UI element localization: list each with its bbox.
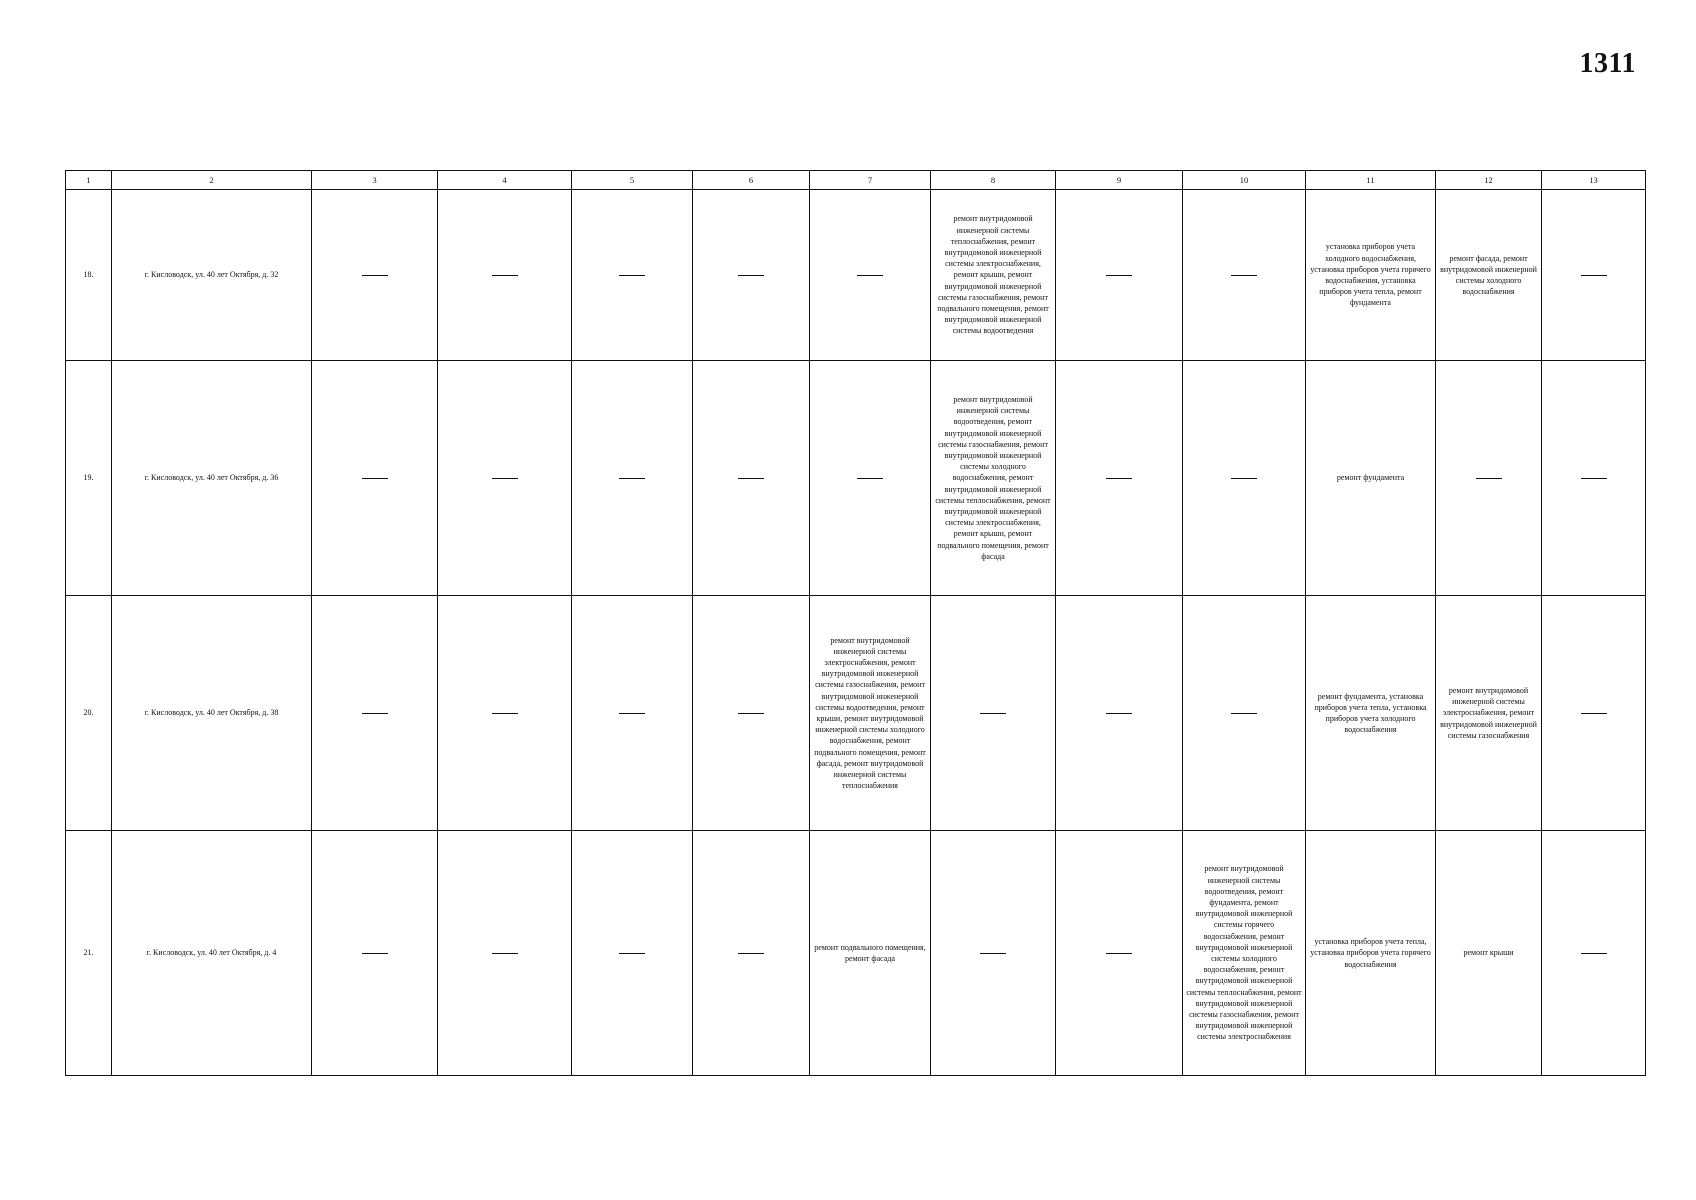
work-cell: установка приборов учета холодного водоснабжения, установка приборов учета горячего водоснабжения, установка приборов учета тепла, ремонт фундамента [1306,190,1436,361]
empty-dash [738,953,764,954]
empty-dash [492,275,518,276]
page-number: 1311 [1579,48,1636,79]
empty-dash [619,713,645,714]
empty-dash [1231,713,1257,714]
empty-dash [857,478,883,479]
column-header: 9 [1056,171,1183,190]
work-cell [1542,831,1646,1076]
repair-schedule-table [65,170,1646,1076]
empty-dash [857,275,883,276]
empty-dash [362,713,388,714]
empty-dash [1106,953,1132,954]
column-header: 3 [312,171,438,190]
column-header: 11 [1306,171,1436,190]
column-header: 12 [1436,171,1542,190]
empty-dash [738,275,764,276]
row-number: 20. [66,596,112,831]
empty-dash [362,478,388,479]
row-address: г. Кисловодск, ул. 40 лет Октября, д. 36 [112,361,312,596]
work-cell: ремонт внутридомовой инженерной системы водоотведения, ремонт внутридомовой инженерной системы газоснабжения, ремонт внутридомовой инженерной системы холодного водоснабжения, ремонт внутридомовой инженерной системы теплоснабжения, ремонт внутридомовой инженерной системы электроснабжения, ремонт крыши, ремонт подвального помещения, ремонт фасада [931,361,1056,596]
work-cell [312,831,438,1076]
empty-dash [492,478,518,479]
empty-dash [492,713,518,714]
work-cell [1436,361,1542,596]
row-number: 19. [66,361,112,596]
column-header: 4 [438,171,572,190]
work-cell: ремонт внутридомовой инженерной системы электроснабжения, ремонт внутридомовой инженерной системы газоснабжения [1436,596,1542,831]
work-cell: ремонт фундамента [1306,361,1436,596]
column-header: 1 [66,171,112,190]
table-row [66,190,1646,361]
empty-dash [1106,478,1132,479]
work-cell [572,831,693,1076]
work-cell [1056,190,1183,361]
work-cell: ремонт подвального помещения, ремонт фасада [810,831,931,1076]
empty-dash [619,953,645,954]
empty-dash [619,478,645,479]
work-cell [312,596,438,831]
column-header: 5 [572,171,693,190]
work-cell [1542,361,1646,596]
work-cell [693,361,810,596]
column-header: 8 [931,171,1056,190]
empty-dash [738,478,764,479]
work-cell [438,831,572,1076]
empty-dash [738,713,764,714]
empty-dash [1581,478,1607,479]
header-row [66,171,1646,190]
row-address: г. Кисловодск, ул. 40 лет Октября, д. 38 [112,596,312,831]
column-header: 6 [693,171,810,190]
work-cell [1056,596,1183,831]
work-cell: ремонт фасада, ремонт внутридомовой инженерной системы холодного водоснабжения [1436,190,1542,361]
row-address: г. Кисловодск, ул. 40 лет Октября, д. 4 [112,831,312,1076]
empty-dash [1231,275,1257,276]
table-row [66,361,1646,596]
column-header: 13 [1542,171,1646,190]
work-cell [1183,361,1306,596]
work-cell [931,596,1056,831]
empty-dash [1581,713,1607,714]
column-header: 2 [112,171,312,190]
row-address: г. Кисловодск, ул. 40 лет Октября, д. 32 [112,190,312,361]
work-cell [312,190,438,361]
work-cell [693,831,810,1076]
work-cell [1183,596,1306,831]
column-header: 7 [810,171,931,190]
work-cell: ремонт крыши [1436,831,1542,1076]
empty-dash [1231,478,1257,479]
empty-dash [619,275,645,276]
work-cell: ремонт внутридомовой инженерной системы водоотведения, ремонт фундамента, ремонт внутридомовой инженерной системы горячего водоснабжения, ремонт внутридомовой инженерной системы холодного водоснабжения, ремонт внутридомовой инженерной системы теплоснабжения, ремонт внутридомовой инженерной системы газоснабжения, ремонт внутридомовой инженерной системы электроснабжения [1183,831,1306,1076]
work-cell [438,361,572,596]
work-cell [1183,190,1306,361]
empty-dash [1106,713,1132,714]
column-header: 10 [1183,171,1306,190]
empty-dash [980,953,1006,954]
work-cell [1542,190,1646,361]
work-cell [1056,361,1183,596]
empty-dash [1106,275,1132,276]
work-cell [438,190,572,361]
table-row [66,596,1646,831]
row-number: 21. [66,831,112,1076]
empty-dash [1476,478,1502,479]
work-cell [312,361,438,596]
work-cell: ремонт фундамента, установка приборов учета тепла, установка приборов учета холодного водоснабжения [1306,596,1436,831]
empty-dash [1581,953,1607,954]
work-cell: ремонт внутридомовой инженерной системы электроснабжения, ремонт внутридомовой инженерной системы газоснабжения, ремонт внутридомовой инженерной системы водоотведения, ремонт крыши, ремонт внутридомовой инженерной системы холодного водоснабжения, ремонт подвального помещения, ремонт фасада, ремонт внутридомовой инженерной системы теплоснабжения [810,596,931,831]
work-cell: установка приборов учета тепла, установка приборов учета горячего водоснабжения [1306,831,1436,1076]
empty-dash [1581,275,1607,276]
work-cell [572,361,693,596]
work-cell [438,596,572,831]
work-cell [1056,831,1183,1076]
work-cell [572,596,693,831]
work-cell [931,831,1056,1076]
work-cell: ремонт внутридомовой инженерной системы теплоснабжения, ремонт внутридомовой инженерной системы электроснабжения, ремонт крыши, ремонт внутридомовой инженерной системы газоснабжения, ремонт подвального помещения, ремонт внутридомовой инженерной системы водоотведения [931,190,1056,361]
work-cell [810,361,931,596]
empty-dash [362,953,388,954]
work-cell [693,596,810,831]
empty-dash [980,713,1006,714]
table-row [66,831,1646,1076]
work-cell [572,190,693,361]
work-cell [810,190,931,361]
work-cell [693,190,810,361]
empty-dash [492,953,518,954]
row-number: 18. [66,190,112,361]
work-cell [1542,596,1646,831]
empty-dash [362,275,388,276]
